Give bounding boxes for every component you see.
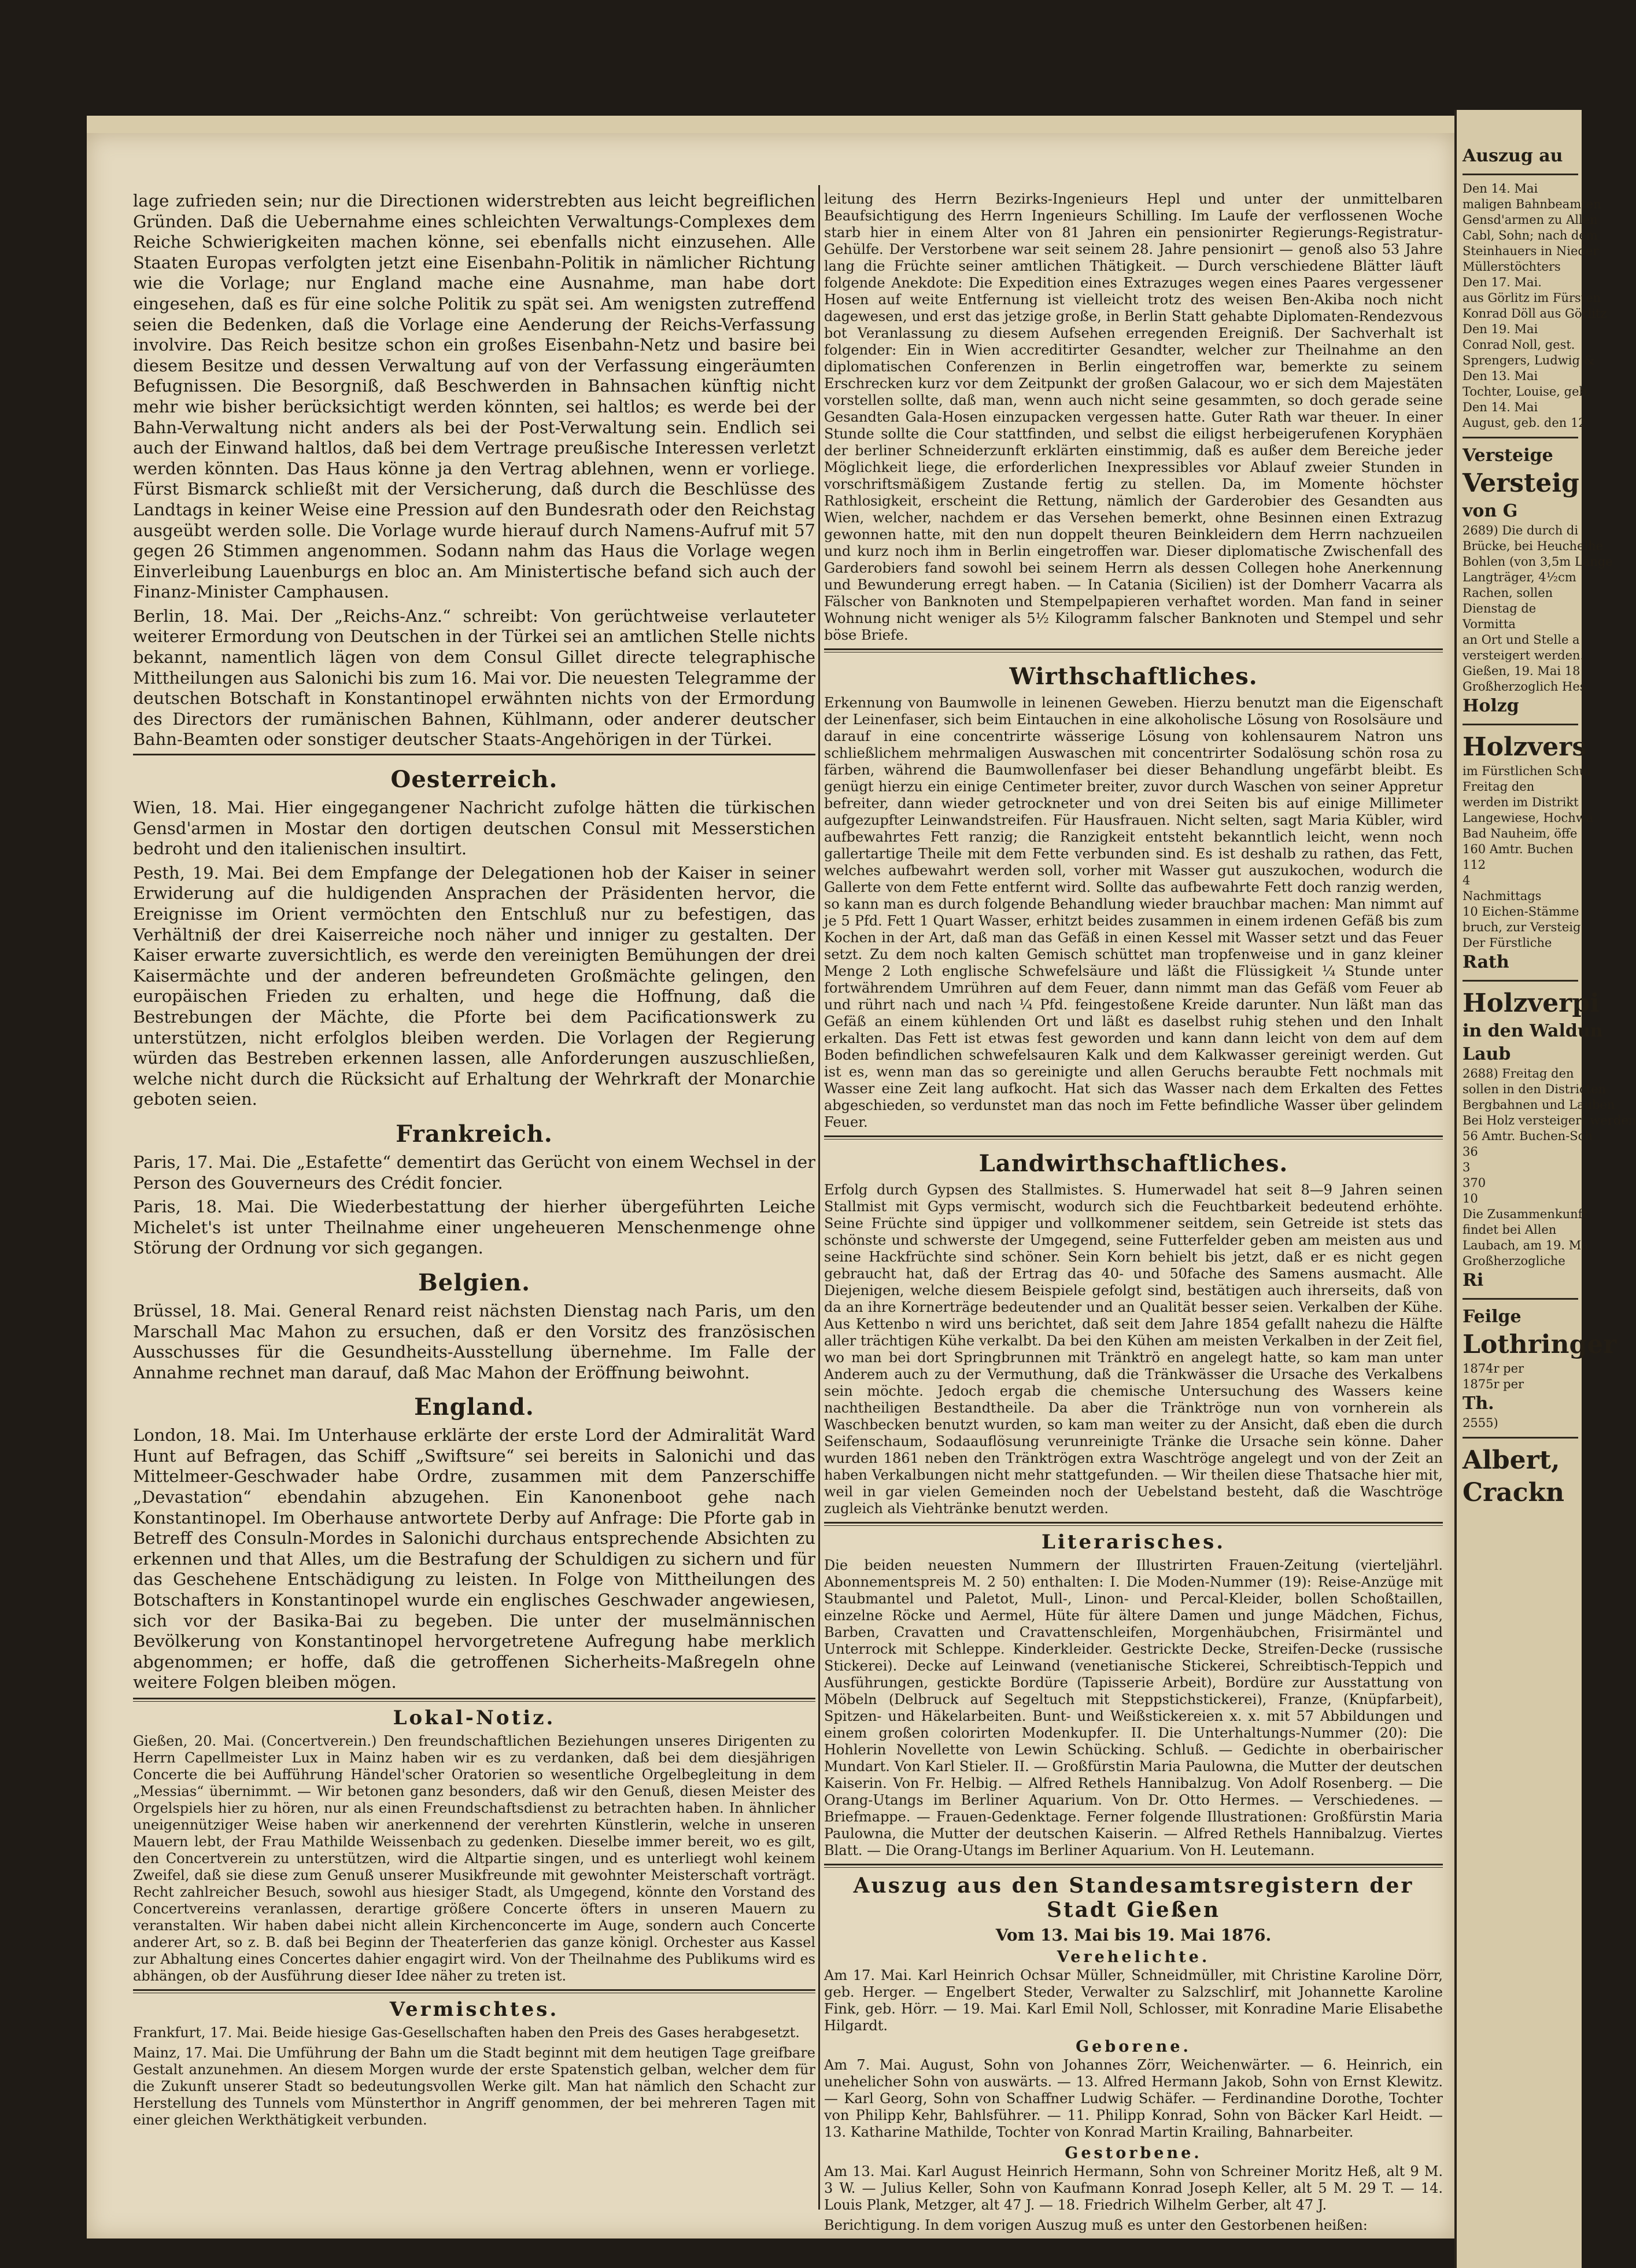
rp-line: Großherzoglich Hes — [1463, 680, 1586, 694]
rp-line: Bei Holz versteigert werden — [1463, 1113, 1636, 1127]
standesamt-date-range: Vom 13. Mai bis 19. Mai 1876. — [995, 1926, 1272, 1945]
heading-gestorbene: Gestorbene. — [1065, 2144, 1202, 2162]
heading-geborene: Geborene. — [1076, 2038, 1191, 2056]
article-wirthschaftliches: Erkennung von Baumwolle in leinenen Geweben. Hierzu benutzt man die Eigenschaft der Leinenfaser, sich beim Eintauchen in eine alkoholische Lösung von Rosolsäure und darauf in eine concentrirte wässerige Lösung von kohlensaurem Natron uns schließlichem mehrmaligen Auswaschen mit concentrirter Sodalösung schön rosa zu färben, während die Baumwollenfaser bei dieser Behandlung ungefärbt bleibt. Es genügt hierzu ein einige Centimeter breiter, zuvor durch Waschen von seiner Appretur befreiter, dann wieder getrockneter und von drei Seiten bis auf einige Millimeter aufgezupfter Leinwandstreifen. Für Hausfrauen. Nicht selten, sagt Maria Kübler, wird aufbewahrtes Fett ranzig; die Ranzigkeit entsteht bekanntlich leicht, wenn noch gallertartige Theile mit dem Fette verbunden sind. Es ist deshalb zu rathen, das Fett, welches aufbewahrt werden soll, vorher mit Wasser gut auszukochen, wodurch die Gallerte von dem Fette entfernt wird. Sollte das aufbewahrte Fett doch ranzig werden, so kann man es durch folgende Behandlung wieder brauchbar machen: Man nimmt auf je 5 Pfd. Fett 1 Quart Wasser, erhitzt beides zusammen in einem irdenen Gefäß bis zum Kochen in der Art, daß man das Gefäß in einen Kessel mit Wasser setzt und das Feuer setzt. Zu dem noch kalten Gemisch schüttet man tropfenweise und in ganz kleiner Menge 2 Loth englische Schwefelsäure und läßt die Flüssigkeit ¼ Stunde unter fortwährendem Umrühren auf dem Feuer, dann nimmt man das Gefäß vom Feuer ab und rührt nach und nach ¼ Pfd. feingestoßene Kreide darunter. Nun läßt man das Gefäß an einem kühlenden Ort und läßt es daselbst ruhig stehen und den Inhalt erkalten. Das Fett ist etwas fest geworden und kann dann leicht von dem auf dem Boden befindlichen schwefelsauren Kalk und dem Kalkwasser gereinigt werden. Gut ist es, wenn man das so gereinigte und allen Geruchs beraubte Fett nochmals mit Wasser eine Zeit lang aufkocht. Hat sich das Wasser nach dem Erkalten des Fettes abgeschieden, so verdunstet man das noch im Fette befindliche Wasser über gelindem Feuer. — [824, 695, 1443, 1130]
rp-line: Rath — [1463, 952, 1509, 972]
section-rule — [824, 1135, 1443, 1139]
heading-landwirthschaftliches: Landwirthschaftliches. — [978, 1150, 1288, 1177]
rp-line: August, geb. den 12 — [1463, 416, 1586, 430]
rp-line: 3 — [1463, 1160, 1471, 1174]
rp-line: Tochter, Louise, geb. — [1463, 385, 1591, 399]
rp-line: Nachmittags — [1463, 889, 1542, 903]
article-frankfurt: Frankfurt, 17. Mai. Beide hiesige Gas-Gesellschaften haben den Preis des Gases herabgesetzt. — [133, 2024, 800, 2041]
rp-rule — [1463, 1298, 1578, 1300]
rp-line: 370 — [1463, 1176, 1486, 1190]
adjacent-page-edge — [1454, 110, 1636, 2268]
rp-line: 2688) Freitag den — [1463, 1067, 1574, 1080]
rp-line: Holzg — [1463, 696, 1519, 716]
rp-line: Den 14. Mai — [1463, 400, 1538, 414]
rp-line: Den 13. Mai — [1463, 369, 1538, 383]
rp-line: Lothringer — [1463, 1330, 1617, 1359]
rp-line: Konrad Döll aus Görlitz — [1463, 307, 1607, 320]
rp-line: von G — [1463, 501, 1518, 521]
article-london: London, 18. Mai. Im Unterhause erklärte der erste Lord der Admiralität Ward Hunt auf Befragen, das Schiff „Swiftsure“ sei bereits in Salonichi und das Mittelmeer-Geschwader habe Ordre, zusammen mit dem Panzerschiffe „Devastation“ ebendahin abzugehen. Ein Kanonenboot gehe nach Konstantinopel. Im Oberhause antwortete Derby auf Anfrage: Die Pforte gab in Betreff des Consuln-Mordes in Salonichi durchaus entsprechende Absichten zu erkennen und that Alles, um die Bestrafung der Schuldigen zu sichern und für das Geschehene Entschädigung zu leisten. In Folge von Mittheilungen des Botschafters in Konstantinopel wurde ein englisches Geschwader angewiesen, sich vor der Basika-Bai zu begeben. Die unter der muselmännischen Bevölkerung von Konstantinopel hervorgetretene Aufregung habe merklich abgenommen; er hoffe, daß die getroffenen Sicherheits-Maßregeln ohne weitere Folgen bleiben mögen. — [133, 1425, 815, 1692]
rp-line: Den 19. Mai — [1463, 322, 1538, 336]
article-giessen: Gießen, 20. Mai. (Concertverein.) Den freundschaftlichen Beziehungen unseres Dirigenten zu Herrn Capellmeister Lux in Mainz haben wir es zu verdanken, daß bei dem diesjährigen Concerte die bei Aufführung Händel'scher Oratorien so wesentliche Orgelbegleitung in dem „Messias“ übernimmt. — Wir betonen ganz besonders, daß wir den Genuß, diesen Meister des Orgelspiels hier zu hören, nur als einen Freundschaftsdienst zu betrachten haben. In ähnlicher uneigennütziger Weise haben wir anerkennend der verehrten Künstlerin, welche in unseren Mauern lebt, der Frau Mathilde Weissenbach zu gedenken. Dieselbe immer bereit, wo es gilt, den Concertverein zu unterstützen, wird die Altpartie singen, und es unterliegt wohl keinem Zweifel, daß sie diese zum Genuß unserer Musikfreunde mit gewohnter Meisterschaft vorträgt. Recht zahlreicher Besuch, sowohl aus hiesiger Stadt, als Umgegend, könnte den Vorstand des Concertvereins veranlassen, derartige größere Concerte öfters in unseren Mauern zu veranstalten. Wir haben dabei nicht allein Kirchenconcerte im Auge, sondern auch Concerte anderer Art, so z. B. daß bei Beginn der Theaterferien das ganze königl. Orchester aus Kassel zur Abhaltung eines Concertes dahier engagirt wird. Von der Theilnahme des Publikums wird es abhängen, ob der Ausführung dieser Idee näher zu treten ist. — [133, 1733, 815, 1984]
article-literarisches: Die beiden neuesten Nummern der Illustrirten Frauen-Zeitung (vierteljährl. Abonnementspreis M. 2 50) enthalten: I. Die Moden-Nummer (19): Reise-Anzüge mit Staubmantel und Paletot, Mull-, Linon- und Percal-Kleider, bollen Schoßtaillen, einzelne Röcke und Aermel, Hüte für ältere Damen und junge Mädchen, Fichus, Barben, Cravatten und Cravattenschleifen, Morgenhäubchen, Frisirmäntel und Unterrock mit Schleppe. Kinderkleider. Gestrickte Decke, Streifen-Decke (russische Stickerei). Decke auf Leinwand (venetianische Stickerei, Schreibtisch-Teppich und Ausführungen, gestickte Bordüre (Tapisserie Arbeit), Bordüre zur Ausstattung von Möbeln (Delbruck auf Segeltuch mit Steppstichstickerei), Franze, (Knüpfarbeit), Spitzen- und Häkelarbeiten. Bunt- und Weißstickereien x. x. mit 57 Abbildungen und einem großen colorirten Modenkupfer. II. Die Unterhaltungs-Nummer (20): Die Hohlerin Novellette von Lewin Schücking. Schluß. — Gedichte in oberbairischer Mundart. Von Karl Stieler. II. — Großfürstin Maria Paulowna, die Mutter der deutschen Kaiserin. Von Fr. Helbig. — Alfred Rethels Hannibalzug. Von Adolf Rosenberg. — Die Orang-Utangs im Berliner Aquarium. Von Dr. Otto Hermes. — Verschiedenes. — Briefmappe. — Frauen-Gedenktage. Ferner folgende Illustrationen: Großfürstin Maria Paulowna, die Mutter der deutschen Kaiserin. — Alfred Rethels Hannibalzug. Viertes Blatt. — Die Orang-Utangs im Berliner Aquarium. Von H. Leutemann. — [824, 1557, 1443, 1858]
rp-line: Dienstag de — [1463, 602, 1537, 615]
rp-line: 36 — [1463, 1145, 1478, 1159]
rp-line: Rachen, sollen — [1463, 586, 1553, 600]
list-verehelichte: Am 17. Mai. Karl Heinrich Ochsar Müller, Schneidmüller, mit Christine Karoline Dörr, geb. Herger. — Engelbert Steder, Verwalter zu Salzschlirf, mit Johannette Karoline Fink, geb. Hörr. — 19. Mai. Karl Emil Noll, Schlosser, mit Konradine Marie Elisabethe Hilgardt. — [824, 1967, 1443, 2034]
rp-line: Bohlen (von 3,5m Länge — [1463, 555, 1613, 569]
rp-rule — [1463, 174, 1578, 175]
rp-line: im Fürstlichen Schul — [1463, 764, 1591, 778]
heading-standesamt-auszug: Auszug aus den Standesamtsregistern der Stadt Gießen — [853, 1874, 1414, 1922]
left-column — [133, 191, 815, 2186]
article-bruessel: Brüssel, 18. Mai. General Renard reist nächsten Dienstag nach Paris, um den Marschall Mac Mahon zu ersuchen, daß er den Vorsitz des französischen Ausschusses für die Gesundheits-Ausstellung übernehme. Im Falle der Annahme rechnet man darauf, daß Mac Mahon der Eröffnung beiwohnt. — [133, 1300, 815, 1382]
rp-line: 10 — [1463, 1192, 1478, 1205]
rp-line: maligen Bahnbeamten — [1463, 197, 1601, 211]
rp-line: bruch, zur Versteig — [1463, 920, 1581, 934]
rp-line: Die Zusammenkunft — [1463, 1207, 1587, 1221]
rp-line: Den 14. Mai — [1463, 182, 1538, 196]
rp-line: Feilge — [1463, 1307, 1521, 1327]
heading-belgien: Belgien. — [418, 1268, 531, 1296]
article-wien: Wien, 18. Mai. Hier eingegangener Nachricht zufolge hätten die türkischen Gensd'armen in Mostar den dortigen deutschen Consul mit Messerstichen bedroht und den italienischen insultirt. — [133, 798, 815, 859]
heading-verehelichte: Verehelichte. — [1057, 1948, 1210, 1966]
rp-line: 4 — [1463, 873, 1471, 887]
rp-line: Sprengers, Ludwig & — [1463, 353, 1595, 367]
heading-vermischtes: Vermischtes. — [389, 1998, 559, 2021]
rp-line: Albert, — [1463, 1445, 1560, 1475]
section-rule — [824, 648, 1443, 652]
rp-line: 2689) Die durch di — [1463, 523, 1579, 537]
section-rule — [133, 1989, 815, 1993]
rp-line: Großherzogliche — [1463, 1254, 1565, 1268]
section-rule — [824, 1522, 1443, 1526]
rp-line: Gensd'armen zu Allen — [1463, 213, 1598, 227]
rp-line: Versteige — [1463, 445, 1553, 466]
rp-line: werden im Distrikt — [1463, 795, 1579, 809]
rp-line: Crackn — [1463, 1478, 1564, 1507]
rp-rule — [1463, 724, 1578, 725]
rp-line: 56 Amtr. Buchen-Sch — [1463, 1129, 1593, 1143]
article-continuation: lage zufrieden sein; nur die Directionen widerstrebten aus leicht begreiflichen Gründen. Daß die Uebernahme eines schleichten Verwaltungs-Complexes dem Reiche Schwierigkeiten machen könne, sei ebenfalls nicht einzusehen. Alle Staaten Europas verfolgten jetzt eine Eisenbahn-Politik in nämlicher Richtung wie die Vorlage; nur England mache eine Ausnahme, man habe dort eingesehen, daß es für eine solche Politik zu spät sei. Am wenigsten zutreffend seien die Bedenken, daß die Vorlage eine Aenderung der Reichs-Verfassung involvire. Das Reich besitze schon ein großes Eisenbahn-Netz und basire bei diesem Besitze und dessen Verwaltung auf von der Verfassung eingeräumten Befugnissen. Die Besorgniß, daß Beschwerden in Bahnsachen künftig nicht mehr wie bisher berücksichtigt werden könnten, sei haltlos; es werde bei der Bahn-Verwaltung nicht anders als bei der Post-Verwaltung sein. Endlich sei auch der Einwand haltlos, daß bei dem Vertrage preußische Interessen verletzt werden könnten. Das Haus könne ja den Vertrag ablehnen, wenn er vorliege. Fürst Bismarck schließt mit der Versicherung, daß durch die Beschlüsse des Landtags in keiner Weise eine Pression auf den Bundesrath oder den Reichstag ausgeübt werden solle. Die Vorlage wurde hierauf durch Namens-Aufruf mit 57 gegen 26 Stimmen angenommen. Sodann nahm das Haus die Vorlage wegen Einverleibung Lauenburgs en bloc an. Am Ministertische befand sich auch der Finanz-Minister Camphausen. — [133, 191, 815, 602]
heading-literarisches: Literarisches. — [1041, 1531, 1226, 1554]
article-paris-1: Paris, 17. Mai. Die „Estafette“ dementirt das Gerücht von einem Wechsel in der Person des Gouverneurs des Crédit foncier. — [133, 1152, 815, 1193]
rp-line: Freitag den — [1463, 780, 1535, 794]
section-rule — [133, 1698, 815, 1702]
rp-line: Vormitta — [1463, 617, 1516, 631]
heading-oesterreich: Oesterreich. — [390, 766, 558, 794]
rp-line: 10 Eichen-Stämme — [1463, 905, 1579, 919]
rp-line: Holzverpi — [1463, 989, 1600, 1018]
section-rule — [133, 754, 815, 755]
heading-england: England. — [414, 1393, 534, 1421]
rp-line: Laubach, am 19. Ma — [1463, 1238, 1589, 1252]
rp-line: Bergbahnen und Lauben — [1463, 1098, 1615, 1112]
list-gestorbene: Am 13. Mai. Karl August Heinrich Hermann, Sohn von Schreiner Moritz Heß, alt 9 M. 3 W. — Julius Keller, Sohn von Kaufmann Konrad Joseph Keller, alt 5 M. 29 T. — 14. Louis Plank, Metzger, alt 47 J. — 18. Friedrich Wilhelm Gerber, alt 47 J. — [824, 2163, 1443, 2213]
rp-line: findet bei Allen — [1463, 1223, 1557, 1237]
rp-line: 112 — [1463, 858, 1486, 872]
rp-line: an Ort und Stelle a — [1463, 633, 1580, 647]
rp-line: Th. — [1463, 1393, 1494, 1414]
rp-rule — [1463, 980, 1578, 982]
rp-line: Brücke, bei Heuchelhe — [1463, 539, 1604, 553]
right-column — [824, 191, 1443, 2233]
rp-line: Den 17. Mai. — [1463, 275, 1542, 289]
rp-line: Conrad Noll, gest. — [1463, 338, 1575, 352]
article-berlin: Berlin, 18. Mai. Der „Reichs-Anz.“ schreibt: Von gerüchtweise verlauteter weiterer Ermordung von Deutschen in der Türkei sei an amtlichen Stelle nichts bekannt, namentlich lägen von dem Consul Gillet directe telegraphische Mittheilungen aus Salonichi bis zum 16. Mai vor. Die neuesten Telegramme der deutschen Botschaft in Konstantinopel erwähnten nichts von der Ermordung des Directors der rumänischen Bahnen, Kühlmann, oder anderer deutscher Bahn-Beamten oder sonstiger deutscher Staats-Angehörigen in der Türkei. — [133, 606, 815, 750]
list-geborene: Am 7. Mai. August, Sohn von Johannes Zörr, Weichenwärter. — 6. Heinrich, ein unehelicher Sohn von auswärts. — 13. Alfred Hermann Jakob, Sohn von Ernst Klewitz. — Karl Georg, Sohn von Schaffner Ludwig Schäfer. — Ferdinandine Dorothe, Tochter von Philipp Kehr, Bahlsführer. — 11. Philipp Konrad, Sohn von Bäcker Karl Heidt. — 13. Katharine Mathilde, Tochter von Konrad Martin Krailing, Bahnarbeiter. — [824, 2057, 1443, 2140]
rp-line: sollen in den Districten — [1463, 1082, 1607, 1096]
rp-line: Langträger, 4½cm — [1463, 570, 1576, 584]
rp-line: 1875r per — [1463, 1377, 1524, 1391]
rp-line: Holzvers — [1463, 732, 1587, 762]
section-rule — [824, 1864, 1443, 1868]
heading-lokal-notiz: Lokal-Notiz. — [393, 1706, 556, 1729]
rp-line: 1874r per — [1463, 1362, 1524, 1375]
article-pesth: Pesth, 19. Mai. Bei dem Empfange der Delegationen hob der Kaiser in seiner Erwiderung auf die huldigenden Ansprachen der Präsidenten hervor, die Ereignisse im Orient vermöchten den Entschluß nur zu befestigen, das Verhältniß der drei Kaiserreiche noch näher und inniger zu gestalten. Der Kaiser erwarte zuversichtlich, es werde den vereinigten Bemühungen der drei Kaisermächte und der anderen befreundeten Großmächte gelingen, den europäischen Frieden zu erhalten, und hege die Hoffnung, daß die Bestrebungen der Mächte, die Pforte bei dem Pacificationswerk zu unterstützen, nicht erfolglos bleiben werden. Die Vorlagen der Regierung würden das Bestreben erkennen lassen, alle Anforderungen auszuschließen, welche nicht durch die Rücksicht auf Erhaltung der Wehrkraft der Monarchie geboten seien. — [133, 862, 815, 1109]
rp-line: Ri — [1463, 1270, 1484, 1290]
rp-line: Bad Nauheim, öffe — [1463, 827, 1578, 840]
heading-frankreich: Frankreich. — [396, 1120, 553, 1148]
article-landwirthschaftliches: Erfolg durch Gypsen des Stallmistes. S. Humerwadel hat seit 8—9 Jahren seinen Stallmist mit Gyps vermischt, wodurch sich die Feuchtbarkeit bedeutend erhöhte. Seine Früchte sind üppiger und vollkommener seitdem, sein Getreide ist stets das schönste und schwerste der Umgegend, seine Futterfelder geben am meisten aus und seine Hackfrüchte sind schöner. Sein Korn behielt bis jetzt, daß er es nicht gegen gebraucht hat, daß der Ertrag das 40- und 50fache des Samens ausmacht. Alle Diejenigen, welche diesem Beispiele gefolgt sind, bestätigen auch ihrerseits, daß von da an ihre Kornerträge bedeutender und an Qualität besser seien. Verkalben der Kühe. Aus Kettenbo n wird uns berichtet, daß seit dem Jahre 1854 gefallt nahezu die Hälfte aller trächtigen Kühe verkalbt. Da bei den Kühen am meisten Verkalben in der Zeit fiel, wo man bei dort Springbrunnen mit Tränktrö en angelegt hatte, so kam man unter Anderem auch zu der Vermuthung, daß die Tränkwässer die Ursache des Verkalbens sein möchte. Jedoch ergab die chemische Untersuchung des Wassers keine nachtheiligen Bestandtheile. Da aber die Tränktröge nun von vornherein als Waschbecken benutzt wurden, so kam man weiter zu der Ansicht, daß eben die durch Seifenschaum, Sodaauflösung verunreinigte Tränke die Ursache sein könne. Daher wurden 1861 neben den Tränktrögen extra Waschtröge angelegt und von der Zeit an haben Verkalbungen nicht mehr stattgefunden. — Wir theilen diese Thatsache hier mit, weil in gar vielen Gemeinden noch der Uebelstand besteht, daß die Waschtröge zugleich als Viehtränke benutzt werden. — [824, 1182, 1443, 1517]
rp-line: Gießen, 19. Mai 18 — [1463, 664, 1580, 678]
rp-rule — [1463, 1437, 1578, 1439]
article-vermischtes-continued: leitung des Herrn Bezirks-Ingenieurs Hepl und unter der unmittelbaren Beaufsichtigung des Herrn Ingenieurs Schilling. Im Laufe der verflossenen Woche starb hier in einem Alter von 81 Jahren ein pensionirter Regierungs-Registratur-Gehülfe. Der Verstorbene war seit seinem 28. Jahre pensionirt — genoß also 53 Jahre lang die Früchte seiner amtlichen Thätigkeit. — Durch verschiedene Blätter läuft folgende Anekdote: Die Expedition eines Extrazuges wegen eines Paares vergessener Hosen auf weite Entfernung ist vielleicht trotz des weisen Ben-Akiba noch nicht dagewesen, und erst das jetzige große, in Berlin Statt gehabte Diplomaten-Rendezvous bot Veranlassung zu diesem Aufsehen erregenden Ereigniß. Der Sachverhalt ist folgender: Ein in Wien accreditirter Gesandter, welcher zur Theilnahme an den diplomatischen Conferenzen in Berlin eingetroffen war, bemerkte zu seinem Erschrecken kurz vor dem Zeitpunkt der großen Galacour, wo er sich dem Majestäten vorstellen sollte, daß man, wenn auch nicht seine gesammten, so doch gerade seine Gesandten Gala-Hosen einzupacken vergessen hatte. Guter Rath war theuer. In einer Stunde sollte die Cour stattfinden, und selbst die eiligst herbeigerufenen Koryphäen der berliner Schneiderzunft erklärten einstimmig, daß es außer dem Bereiche jeder Möglichkeit liege, die erforderlichen Inexpressibles vor Ablauf zweier Stunden in vorschriftsmäßigem Zustande fertig zu stellen. Da, im Momente höchster Rathlosigkeit, erscheint die Rettung, nämlich der Garderobier des Gesandten aus Wien, welcher, nachdem er das Versehen bemerkt, ohne Besinnen einen Extrazug gewonnen hatte, mit den nun doppelt theuren Beinkleidern dem Herrn nachzueilen und kurz noch ihm in Berlin eingetroffen war. Dieser diplomatische Zwischenfall des Garderobiers fand sowohl bei seinem Herrn als dessen Collegen hohe Anerkennung und Bewunderung erregt haben. — In Catania (Sicilien) ist der Domherr Vacarra als Fälscher von Banknoten und Stempelpapieren verhaftet worden. Man fand in seiner Wohnung nicht weniger als 5½ Kilogramm falscher Banknoten und Stempel und sehr böse Briefe. — [824, 191, 1443, 643]
berichtigung-note: Berichtigung. In dem vorigen Auszug muß es unter den Gestorbenen heißen: — [824, 2217, 1368, 2233]
rp-line: 2555) — [1463, 1416, 1498, 1430]
adjacent-page-text — [1463, 145, 1636, 1509]
rp-line: Müllerstöchters — [1463, 260, 1561, 274]
rp-rule — [1463, 437, 1578, 438]
rp-line: 160 Amtr. Buchen — [1463, 842, 1574, 856]
rp-line: Der Fürstliche — [1463, 936, 1552, 950]
heading-wirthschaftliches: Wirthschaftliches. — [1009, 663, 1258, 690]
rp-line: aus Görlitz im Fürsten — [1463, 291, 1601, 305]
rp-line: Versteig — [1463, 469, 1579, 498]
rp-line: versteigert werden. — [1463, 648, 1585, 662]
article-paris-2: Paris, 18. Mai. Die Wiederbestattung der hierher übergeführten Leiche Michelet's ist unter Theilnahme einer ungeheueren Menschenmenge ohne Störung der Ordnung vor sich gegangen. — [133, 1197, 815, 1258]
rp-line: Langewiese, Hochwa — [1463, 811, 1594, 825]
column-divider — [818, 185, 820, 2210]
newspaper-page — [87, 133, 1454, 2239]
rp-line: Auszug au — [1463, 146, 1563, 166]
rp-line: Steinhauers in Nieder — [1463, 244, 1599, 258]
rp-line: in den Waldun — [1463, 1021, 1603, 1041]
article-mainz: Mainz, 17. Mai. Die Umführung der Bahn um die Stadt beginnt mit dem heutigen Tage greifbare Gestalt anzunehmen. An diesem Morgen wurde der erste Spatenstich gelban, welcher dem für die Zukunft unserer Stadt so bedeutungsvollen Werke gilt. Man hat nämlich den Schacht zur Herstellung des Tunnels vom Münsterthor in Angriff genommen, der bei mehreren Tagen mit einer gleichen Werkthätigkeit verbunden. — [133, 2045, 815, 2128]
rp-line: Cabl, Sohn; nach dem — [1463, 228, 1598, 242]
rp-line: Laub — [1463, 1044, 1511, 1064]
